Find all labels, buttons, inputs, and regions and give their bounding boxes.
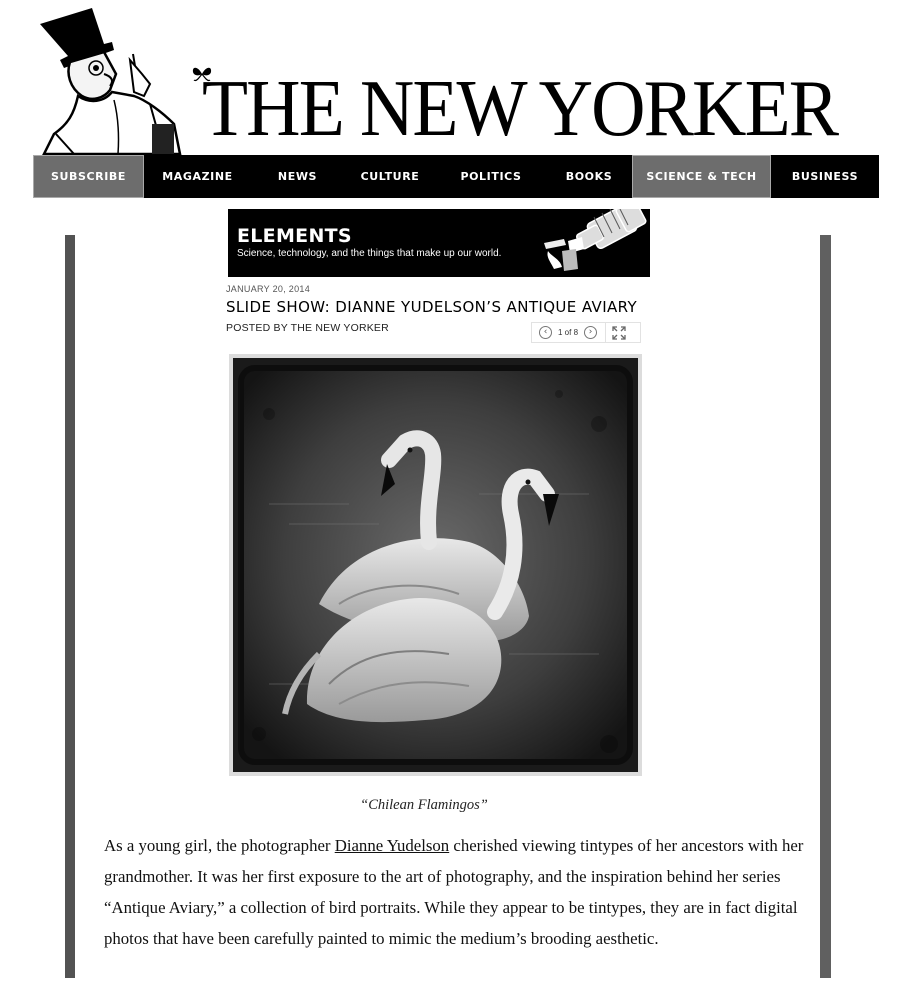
slideshow-pager xyxy=(531,322,641,343)
elements-banner[interactable] xyxy=(228,209,650,277)
microscope-illustration xyxy=(534,209,650,277)
pager-divider xyxy=(605,322,606,343)
content-border-right xyxy=(820,235,831,978)
slideshow-photo[interactable] xyxy=(229,354,642,776)
article-headline: SLIDE SHOW: DIANNE YUDELSON’S ANTIQUE AVIARY xyxy=(226,298,638,316)
main-nav xyxy=(33,155,879,198)
site-logo[interactable]: THE NEW YORKER xyxy=(202,63,838,153)
body-text-intro: As a young girl, the photographer xyxy=(104,836,335,855)
chevron-left-icon[interactable]: ‹ xyxy=(539,326,552,339)
nav-item-politics[interactable]: POLITICS xyxy=(460,170,522,183)
banner-subtitle: Science, technology, and the things that make up our world. xyxy=(237,248,502,259)
nav-item-business[interactable]: BUSINESS xyxy=(791,170,859,183)
eustace-tilley-mascot xyxy=(34,4,184,156)
nav-item-magazine[interactable]: MAGAZINE xyxy=(162,170,233,183)
chevron-right-icon[interactable]: › xyxy=(584,326,597,339)
body-text-rest: cherished viewing tintypes of her ancestors with her grandmother. It was her first exposure to the art of photography, and the inspiration behind her series “Antique Aviary,” a collection of bird portraits. While they appear to be tintypes, they are in fact digital photos that have been carefully painted to mimic the medium’s brooding aesthetic. xyxy=(104,836,804,948)
article-date: JANUARY 20, 2014 xyxy=(226,284,311,294)
article-byline: POSTED BY THE NEW YORKER xyxy=(226,322,389,334)
content-border-left xyxy=(65,235,75,978)
slide-counter: 1 of 8 xyxy=(558,328,579,337)
article-body xyxy=(104,830,816,954)
expand-icon[interactable] xyxy=(612,326,626,340)
nav-item-books[interactable]: BOOKS xyxy=(565,170,613,183)
nav-item-science-tech[interactable]: SCIENCE & TECH xyxy=(632,155,771,198)
photographer-link[interactable]: Dianne Yudelson xyxy=(334,836,450,855)
nav-item-news[interactable]: NEWS xyxy=(277,170,318,183)
nav-item-subscribe[interactable]: SUBSCRIBE xyxy=(33,155,144,198)
photo-caption: “Chilean Flamingos” xyxy=(360,797,488,813)
banner-title: ELEMENTS xyxy=(237,225,352,247)
nav-item-culture[interactable]: CULTURE xyxy=(360,170,420,183)
